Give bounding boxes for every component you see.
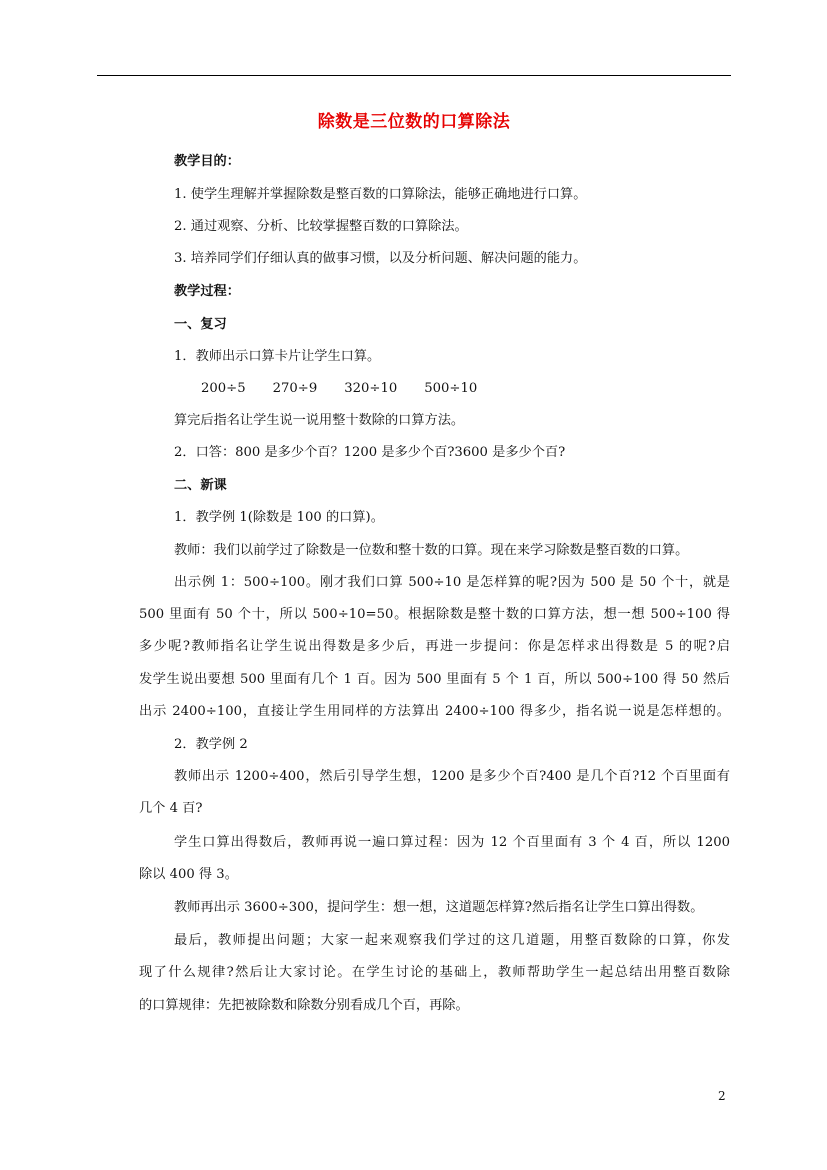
- example-1-paragraph-line: 出示 2400÷100，直接让学生用同样的方法算出 2400÷100 得多少，指名说一说是怎样想的。: [139, 704, 730, 719]
- example-2-paragraph-line: 教师出示 1200÷400，然后引导学生想，1200 是多少个百?400 是几个百?12 个百里面有: [174, 769, 730, 784]
- page-number: 2: [718, 1089, 726, 1103]
- review-item-1: 1．教师出示口算卡片让学生口算。: [174, 349, 381, 364]
- example-2-paragraph-line: 最后，教师提出问题；大家一起来观察我们学过的这几道题，用整百数除的口算，你发: [174, 933, 730, 948]
- example-2-paragraph-line: 教师再出示 3600÷300，提问学生：想一想，这道题怎样算?然后指名让学生口算出得数。: [174, 900, 704, 915]
- objective-2: 2. 通过观察、分析、比较掌握整百数的口算除法。: [174, 219, 468, 234]
- new-lesson-heading: 二、新课: [174, 478, 227, 493]
- example-1-paragraph-line: 500 里面有 50 个十，所以 500÷10=50。根据除数是整十数的口算方法，想一想 500÷100 得: [139, 607, 730, 622]
- example-1-title: 1．教学例 1(除数是 100 的口算)。: [174, 510, 384, 525]
- example-1-intro: 教师：我们以前学过了除数是一位数和整十数的口算。现在来学习除数是整百数的口算。: [174, 543, 689, 558]
- example-1-paragraph-line: 出示例 1：500÷100。刚才我们口算 500÷10 是怎样算的呢?因为 500 是 50 个十，就是: [174, 575, 730, 590]
- review-after: 算完后指名让学生说一说用整十数除的口算方法。: [174, 413, 465, 428]
- review-item-2: 2．口答：800 是多少个百？1200 是多少个百?3600 是多少个百?: [174, 445, 566, 460]
- example-2-paragraph-line: 几个 4 百?: [139, 801, 203, 816]
- document-title: 除数是三位数的口算除法: [317, 112, 511, 132]
- example-2-title: 2．教学例 2: [174, 737, 248, 752]
- calculation-item: 500÷10: [424, 381, 478, 396]
- example-1-paragraph-line: 发学生说出要想 500 里面有几个 1 百。因为 500 里面有 5 个 1 百，所以 500÷100 得 50 然后: [139, 672, 730, 687]
- objectives-heading: 教学目的：: [174, 154, 240, 169]
- calculation-item: 200÷5: [201, 381, 246, 396]
- example-2-paragraph-line: 学生口算出得数后，教师再说一遍口算过程：因为 12 个百里面有 3 个 4 百，所以 1200: [174, 835, 730, 850]
- objective-3: 3. 培养同学们仔细认真的做事习惯，以及分析问题、解决问题的能力。: [174, 251, 587, 266]
- review-heading: 一、复习: [174, 317, 227, 332]
- objective-1: 1. 使学生理解并掌握除数是整百数的口算除法，能够正确地进行口算。: [174, 187, 587, 202]
- calculation-item: 270÷9: [272, 381, 318, 396]
- example-2-paragraph-line: 除以 400 得 3。: [139, 867, 238, 882]
- process-heading: 教学过程：: [174, 284, 240, 299]
- header-rule: [97, 75, 731, 76]
- example-2-paragraph-line: 现了什么规律?然后让大家讨论。在学生讨论的基础上，教师帮助学生一起总结出用整百数除: [139, 965, 730, 980]
- example-2-paragraph-line: 的口算规律：先把被除数和除数分别看成几个百，再除。: [139, 998, 469, 1013]
- example-1-paragraph-line: 多少呢?教师指名让学生说出得数是多少后，再进一步提问：你是怎样求出得数是 5 的呢?启: [139, 639, 730, 654]
- calculation-list: [201, 379, 504, 399]
- calculation-item: 320÷10: [344, 381, 398, 396]
